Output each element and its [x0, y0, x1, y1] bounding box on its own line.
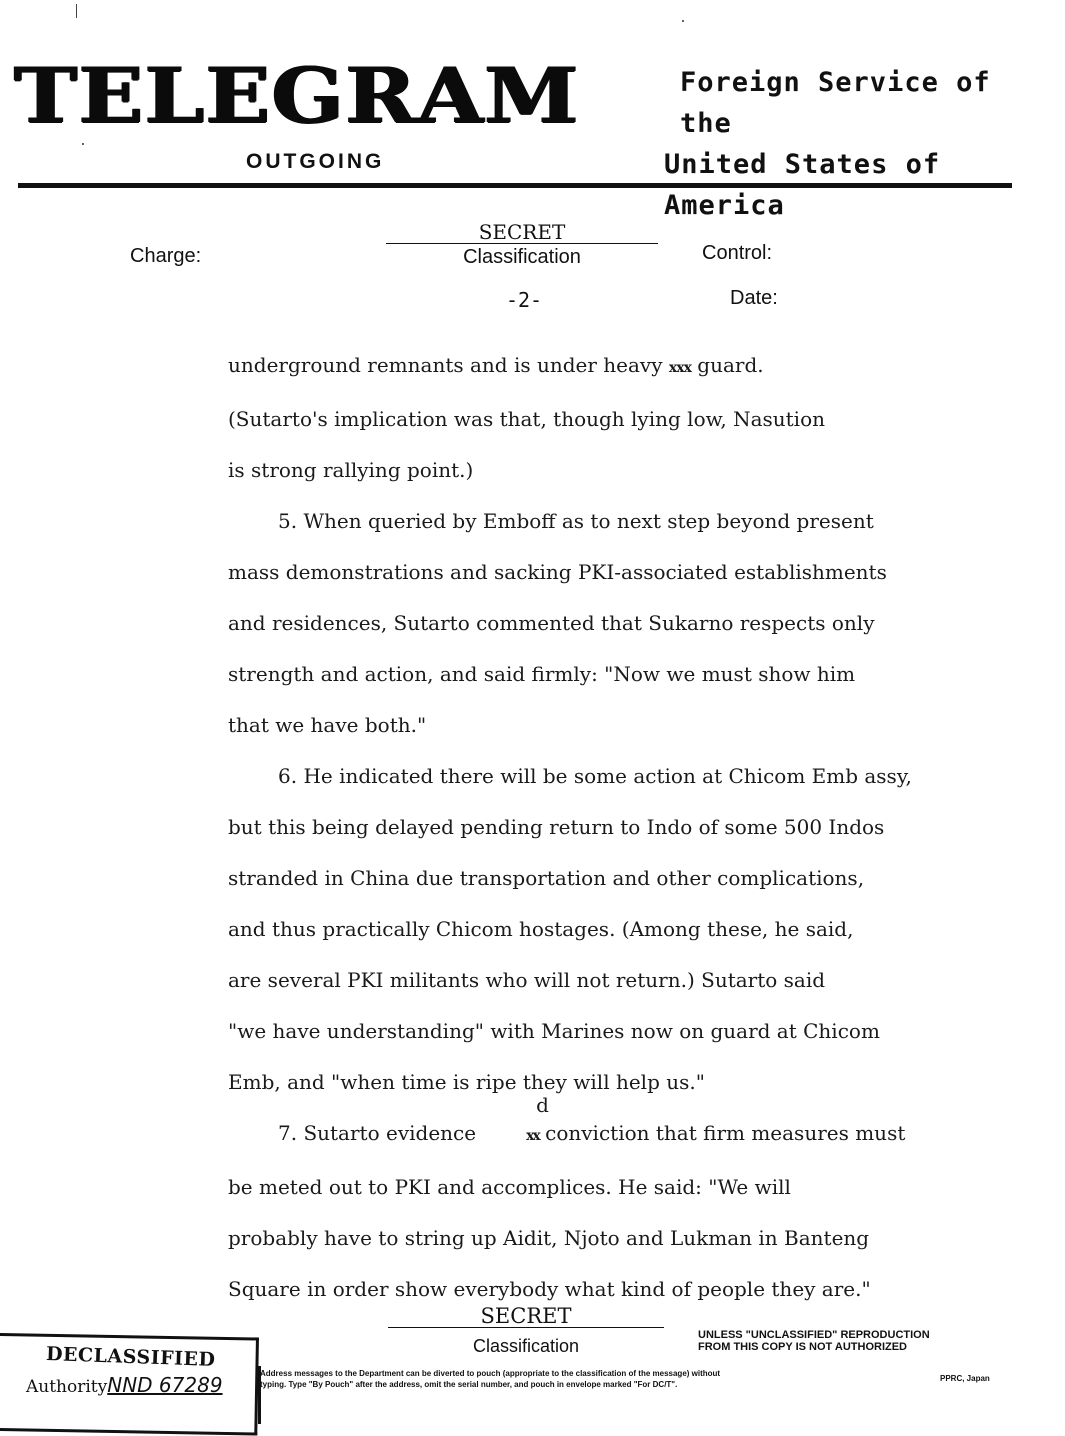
telegram-masthead: TELEGRAM: [14, 51, 580, 140]
body-line: Emb, and "when time is ripe they will help us.": [228, 1070, 705, 1094]
paragraph-5-start: 5. When queried by Emboff as to next step beyond present: [278, 509, 874, 533]
agency-line-1: Foreign Service of the: [680, 67, 991, 139]
header-divider: [18, 183, 1012, 188]
instructions-line-1: Address messages to the Department can be diverted to pouch (appropriate to the classification of the message) without: [260, 1369, 721, 1378]
date-label: Date:: [730, 287, 778, 309]
control-label: Control:: [702, 242, 773, 264]
body-text-segment: guard.: [690, 353, 764, 377]
body-line: and thus practically Chicom hostages. (Among these, he said,: [228, 917, 854, 941]
body-line: but this being delayed pending return to Indo of some 500 Indos: [228, 815, 885, 839]
handwritten-correction: [476, 1093, 549, 1162]
body-line: and residences, Sutarto commented that Sukarno respects only: [228, 611, 875, 635]
struck-text: xx: [526, 1128, 539, 1144]
declassified-stamp-title: DECLASSIFIED: [45, 1343, 216, 1371]
repro-line-1: UNLESS "UNCLASSIFIED" REPRODUCTION: [698, 1329, 930, 1341]
header-classification-label: Classification: [463, 246, 581, 268]
header-classification-value: SECRET: [386, 222, 658, 244]
body-text-segment: conviction that firm measures must: [538, 1121, 906, 1145]
scan-speck: [82, 143, 84, 145]
footer-classification-value: SECRET: [388, 1306, 664, 1328]
routing-instructions: [260, 1368, 860, 1390]
body-line: that we have both.": [228, 713, 427, 737]
body-line: is strong rallying point.): [228, 458, 474, 482]
struck-text: xxx: [668, 360, 691, 376]
body-line: mass demonstrations and sacking PKI-associated establishments: [228, 560, 887, 584]
body-line: strength and action, and said firmly: "Now we must show him: [228, 662, 856, 686]
body-line: stranded in China due transportation and other complications,: [228, 866, 865, 890]
body-line: "we have understanding" with Marines now on guard at Chicom: [228, 1019, 880, 1043]
paragraph-7-start: [228, 1093, 1018, 1162]
correction-letter: d: [536, 1093, 549, 1117]
declassified-authority: [26, 1373, 223, 1397]
body-text-segment: 7. Sutarto evidence: [278, 1121, 477, 1145]
body-line: probably have to string up Aidit, Njoto and Lukman in Banteng: [228, 1226, 870, 1250]
message-body: [228, 340, 1018, 1315]
paragraph-6-start: 6. He indicated there will be some action at Chicom Emb assy,: [278, 764, 912, 788]
printer-mark: PPRC, Japan: [940, 1374, 990, 1383]
header-classification: [386, 222, 658, 269]
agency-name: [664, 62, 1004, 226]
body-text-segment: underground remnants and is under heavy: [228, 353, 669, 377]
footer-classification: [388, 1306, 664, 1357]
page-number: -2-: [505, 288, 543, 312]
scan-speck: [682, 20, 684, 22]
instructions-line-2: typing. Type "By Pouch" after the address, omit the serial number, and pouch in envelope marked "For DC/T".: [260, 1380, 678, 1389]
authority-value: NND 67289: [107, 1373, 223, 1397]
body-line: [228, 340, 1018, 394]
authority-label: Authority: [26, 1377, 108, 1397]
repro-line-2: FROM THIS COPY IS NOT AUTHORIZED: [698, 1341, 908, 1353]
footer-classification-label: Classification: [472, 1336, 580, 1356]
agency-line-2: United States of America: [664, 149, 941, 221]
scan-mark: [76, 4, 77, 18]
charge-label: Charge:: [130, 245, 202, 267]
body-line: Square in order show everybody what kind of people they are.": [228, 1277, 871, 1301]
reproduction-notice: [698, 1329, 988, 1353]
body-line: (Sutarto's implication was that, though lying low, Nasution: [228, 407, 825, 431]
body-line: are several PKI militants who will not return.) Sutarto said: [228, 968, 826, 992]
body-line: be meted out to PKI and accomplices. He said: "We will: [228, 1175, 791, 1199]
direction-label: OUTGOING: [246, 150, 385, 173]
